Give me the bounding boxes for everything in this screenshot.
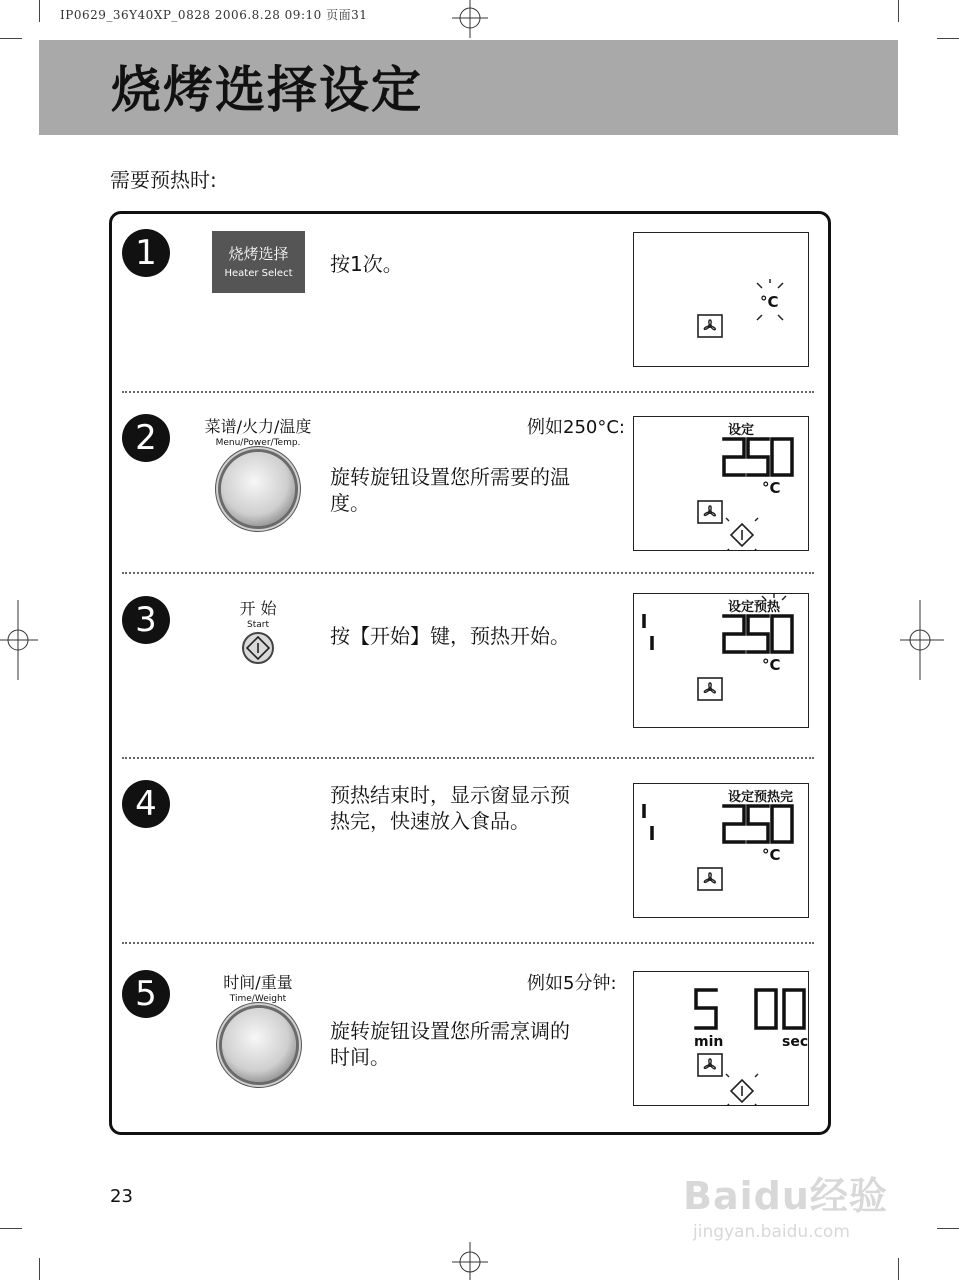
lcd-mode-label: 设定预热 — [728, 600, 781, 615]
progress-marks — [644, 614, 652, 650]
lcd-display — [633, 416, 809, 551]
lcd-mode-label: 设定预热完 — [728, 790, 794, 805]
crop-mark — [0, 1228, 22, 1229]
lcd-mode-label: 设定 — [728, 423, 755, 438]
crop-mark — [937, 1228, 959, 1229]
start-button-icon — [241, 631, 275, 665]
time-weight-label — [206, 970, 310, 1004]
start-label — [218, 596, 298, 630]
progress-marks — [644, 804, 652, 840]
step-number: 4 — [122, 780, 170, 828]
menu-power-temp-label — [196, 414, 320, 448]
start-icon — [726, 1074, 758, 1105]
crop-mark — [39, 1258, 40, 1280]
crop-mark — [898, 1258, 899, 1280]
crop-mark — [0, 38, 22, 39]
seven-segment-digits — [724, 616, 792, 652]
lcd-display — [633, 593, 809, 728]
start-icon — [726, 518, 758, 550]
seven-segment-digits — [724, 806, 792, 842]
control-label-cn: 开 始 — [239, 599, 277, 618]
title-bar — [39, 40, 898, 135]
subtitle: 需要预热时: — [110, 168, 217, 192]
step-divider — [122, 572, 814, 574]
step-description: 旋转旋钮设置您所需要的温度。 — [330, 465, 570, 515]
heater-select-button — [212, 231, 305, 293]
control-label-en: Start — [247, 620, 269, 630]
menu-power-temp-knob — [221, 452, 295, 526]
fan-icon — [698, 678, 722, 700]
control-label-en: Time/Weight — [229, 994, 287, 1004]
step-number: 2 — [122, 414, 170, 462]
step-description: 预热结束时，显示窗显示预热完，快速放入食品。 — [330, 783, 570, 833]
crop-mark — [898, 0, 899, 22]
crop-mark — [937, 38, 959, 39]
temperature-unit: °C — [762, 479, 781, 497]
registration-mark-icon — [900, 600, 944, 680]
print-header: IP0629_36Y40XP_0828 2006.8.28 09:10 页面31 — [60, 8, 368, 22]
step-divider — [122, 757, 814, 759]
fan-icon — [698, 1054, 722, 1076]
page-number: 23 — [110, 1186, 133, 1207]
seven-segment-digits — [724, 439, 792, 475]
control-label-cn: 菜谱/火力/温度 — [204, 417, 312, 436]
fan-icon — [698, 868, 722, 890]
lcd-graphics — [634, 594, 808, 727]
watermark — [683, 1165, 888, 1242]
step-description: 按【开始】键，预热开始。 — [330, 624, 570, 648]
lcd-display — [633, 971, 809, 1106]
lcd-graphics — [634, 233, 808, 366]
seconds-label: sec — [782, 1034, 809, 1050]
time-weight-knob — [222, 1008, 296, 1082]
lcd-graphics — [634, 417, 808, 550]
step-number: 1 — [122, 229, 170, 277]
example-text: 例如5分钟: — [527, 973, 617, 994]
registration-mark-icon — [0, 600, 38, 680]
page-title: 烧烤选择设定 — [111, 61, 423, 119]
registration-mark-icon — [448, 0, 492, 38]
lcd-display — [633, 232, 809, 367]
temperature-unit: °C — [760, 293, 779, 311]
step-description: 旋转旋钮设置您所需烹调的时间。 — [330, 1019, 570, 1069]
minutes-label: min — [694, 1034, 724, 1050]
control-label-cn: 时间/重量 — [223, 973, 293, 992]
step-number: 3 — [122, 596, 170, 644]
fan-icon — [698, 315, 722, 337]
lcd-display — [633, 783, 809, 918]
watermark-logo: Baidu经验 — [683, 1174, 888, 1218]
control-label-en: Menu/Power/Temp. — [215, 438, 301, 448]
watermark-url: jingyan.baidu.com — [693, 1222, 850, 1242]
button-label-cn: 烧烤选择 — [228, 245, 289, 263]
temperature-unit: °C — [762, 656, 781, 674]
step-divider — [122, 391, 814, 393]
fan-icon — [698, 501, 722, 523]
crop-mark — [39, 0, 40, 22]
seven-segment-digits — [696, 990, 804, 1028]
step-number: 5 — [122, 970, 170, 1018]
registration-mark-icon — [448, 1242, 492, 1280]
step-description: 按1次。 — [330, 252, 403, 276]
step-divider — [122, 942, 814, 944]
example-text: 例如250°C: — [527, 417, 625, 438]
button-label-en: Heater Select — [224, 268, 293, 279]
temperature-unit: °C — [762, 846, 781, 864]
